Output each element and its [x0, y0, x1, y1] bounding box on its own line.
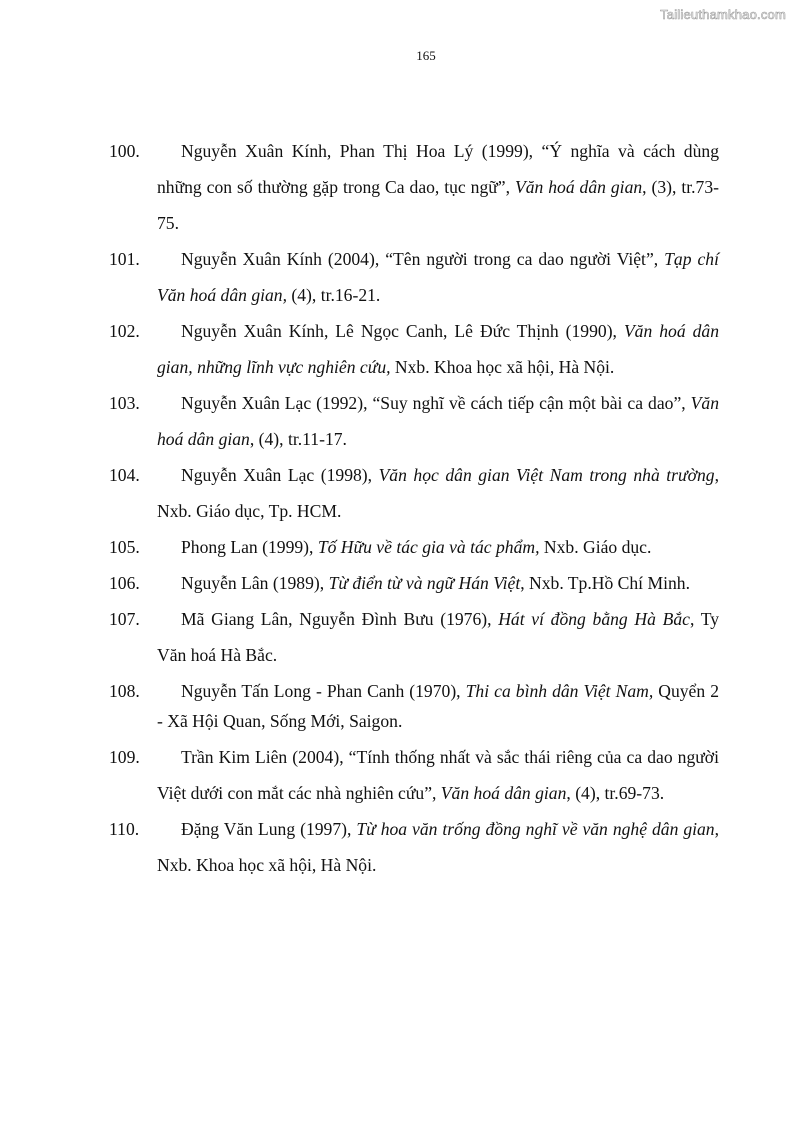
reference-number: 110.	[109, 819, 140, 839]
reference-text: Nguyễn Xuân Kính, Phan Thị Hoa Lý (1999), “Ý nghĩa và cách dùng những con số thường gặp trong Ca dao, tục ngữ”,	[157, 141, 719, 197]
reference-title: Từ điển từ và ngữ Hán Việt	[328, 573, 521, 593]
reference-title: Văn hoá dân gian, những lĩnh vực nghiên cứu,	[157, 321, 720, 377]
reference-item	[109, 811, 720, 883]
reference-text: , (3), tr.73-75.	[157, 177, 719, 233]
reference-text: , Nxb. Khoa học xã hội, Hà Nội.	[157, 819, 720, 875]
reference-text: , Nxb. Giáo dục, Tp. HCM.	[157, 465, 719, 521]
reference-item	[109, 313, 720, 385]
reference-item	[109, 601, 720, 673]
reference-text: Nguyễn Xuân Kính, Lê Ngọc Canh, Lê Đức Thịnh (1990),	[181, 321, 624, 341]
reference-title: Tạp chí Văn hoá dân gian,	[157, 249, 719, 305]
reference-list	[109, 133, 720, 883]
reference-text: Nguyễn Xuân Lạc (1992), “Suy nghĩ về cách tiếp cận một bài ca dao”,	[181, 393, 691, 413]
reference-number: 104.	[109, 465, 140, 485]
reference-number: 108.	[109, 681, 140, 701]
reference-text: Nguyễn Tấn Long - Phan Canh (1970),	[181, 681, 466, 701]
reference-text: , Nxb. Tp.Hồ Chí Minh.	[520, 573, 690, 593]
reference-item	[109, 241, 719, 313]
page-number: 165	[416, 48, 436, 63]
reference-text: Phong Lan (1999),	[181, 537, 318, 557]
reference-text: Nguyễn Xuân Kính (2004), “Tên người trong ca dao người Việt”,	[181, 249, 665, 269]
reference-number: 106.	[109, 573, 140, 593]
reference-title: Tố Hữu về tác gia và tác phẩm,	[317, 537, 540, 557]
reference-item	[109, 385, 719, 457]
reference-item	[109, 133, 719, 241]
reference-number: 109.	[109, 747, 140, 767]
reference-text: Nxb. Khoa học xã hội, Hà Nội.	[390, 357, 615, 377]
reference-text: Quyển 2 - Xã Hội Quan, Sống Mới, Saigon.	[157, 681, 719, 731]
reference-text: (4), tr.16-21.	[287, 285, 381, 305]
reference-title: Văn hoá dân gian	[514, 177, 643, 197]
reference-title: Thi ca bình dân Việt Nam,	[465, 681, 654, 701]
reference-title: Hát ví đồng bằng Hà Bắc	[498, 609, 690, 629]
reference-item	[109, 529, 719, 565]
reference-title: Văn học dân gian Việt Nam trong nhà trường	[378, 465, 715, 485]
reference-number: 100.	[109, 141, 140, 161]
reference-text: Trần Kim Liên (2004), “Tính thống nhất và sắc thái riêng của ca dao người Việt dưới con mắt các nhà nghiên cứu”,	[157, 747, 719, 803]
reference-title: Văn hoá dân gian	[440, 783, 567, 803]
reference-number: 102.	[109, 321, 140, 341]
reference-text: , Ty Văn hoá Hà Bắc.	[157, 609, 720, 665]
reference-item	[109, 457, 719, 529]
watermark: Tailieuthamkhao.com	[660, 7, 786, 22]
reference-number: 101.	[109, 249, 140, 269]
reference-number: 107.	[109, 609, 140, 629]
reference-text: Mã Giang Lân, Nguyễn Đình Bưu (1976),	[181, 609, 499, 629]
reference-text: Nguyễn Lân (1989),	[181, 573, 329, 593]
reference-text: , (4), tr.69-73.	[566, 783, 665, 803]
reference-number: 103.	[109, 393, 140, 413]
reference-text: Đặng Văn Lung (1997),	[181, 819, 357, 839]
reference-title: Văn hoá dân gian	[157, 393, 719, 449]
reference-item	[109, 739, 719, 811]
reference-number: 105.	[109, 537, 140, 557]
reference-text: Nxb. Giáo dục.	[539, 537, 652, 557]
reference-text: , (4), tr.11-17.	[249, 429, 347, 449]
reference-text: Nguyễn Xuân Lạc (1998),	[181, 465, 379, 485]
reference-title: Từ hoa văn trống đồng nghĩ về văn nghệ dân gian	[356, 819, 715, 839]
reference-item	[109, 676, 719, 736]
reference-item	[109, 565, 719, 601]
